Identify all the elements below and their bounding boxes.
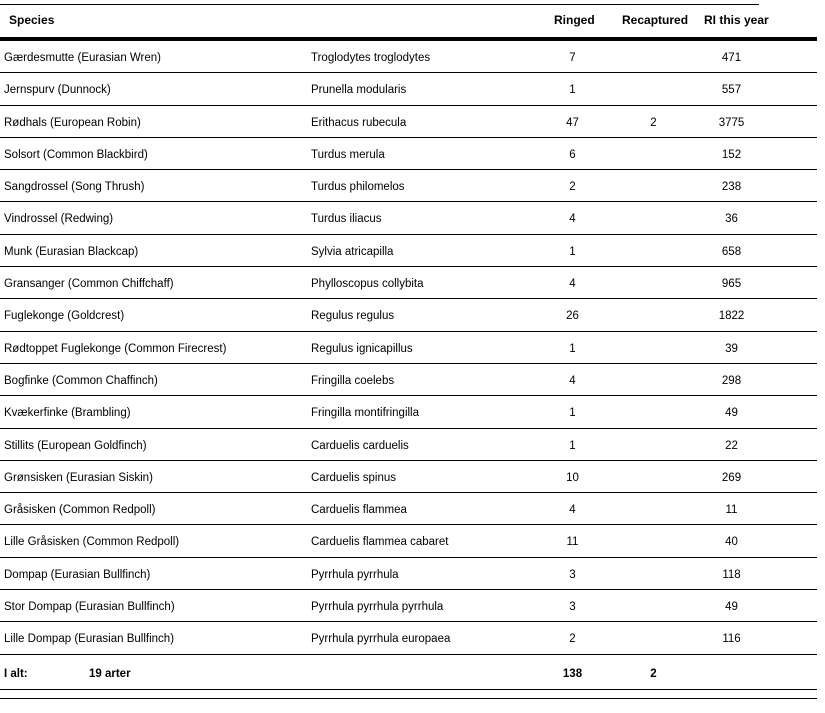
species-name-cell: Rødhals (European Robin) xyxy=(4,116,141,129)
ri-this-year-cell: 658 xyxy=(721,245,742,258)
table-header xyxy=(0,5,817,37)
latin-name-cell: Fringilla coelebs xyxy=(311,374,395,387)
bottom-rule-double xyxy=(0,698,817,699)
latin-name-cell: Sylvia atricapilla xyxy=(311,245,394,258)
ringed-cell: 2 xyxy=(569,633,576,646)
latin-name-cell: Fringilla montifringilla xyxy=(311,407,420,420)
latin-name-cell: Turdus merula xyxy=(311,148,385,161)
species-name-cell: Bogfinke (Common Chaffinch) xyxy=(4,374,158,387)
ringed-cell: 4 xyxy=(569,278,576,291)
ringed-cell: 47 xyxy=(566,116,579,129)
species-name-cell: Stillits (European Goldfinch) xyxy=(4,439,147,452)
table-row xyxy=(0,170,817,202)
ringed-cell: 11 xyxy=(566,536,579,549)
ri-this-year-cell: 3775 xyxy=(718,116,745,129)
total-row xyxy=(0,659,817,689)
ri-this-year-cell: 49 xyxy=(725,407,738,420)
table-row xyxy=(0,525,817,557)
latin-name-cell: Turdus iliacus xyxy=(311,213,382,226)
table-row xyxy=(0,590,817,622)
table-row xyxy=(0,73,817,105)
ringed-cell: 10 xyxy=(566,471,579,484)
ringed-cell: 4 xyxy=(569,374,576,387)
species-name-cell: Fuglekonge (Goldcrest) xyxy=(4,310,125,323)
latin-name-cell: Phylloscopus collybita xyxy=(311,278,424,291)
table-row xyxy=(0,138,817,170)
latin-name-cell: Troglodytes troglodytes xyxy=(311,52,431,64)
ri-this-year-cell: 116 xyxy=(722,633,741,646)
latin-name-cell: Turdus philomelos xyxy=(311,181,405,194)
latin-name-cell: Prunella modularis xyxy=(311,84,407,97)
species-name-cell: Stor Dompap (Eurasian Bullfinch) xyxy=(4,601,175,614)
ri-this-year-cell: 238 xyxy=(721,181,742,194)
ringed-cell: 1 xyxy=(569,245,576,258)
species-name-cell: Gransanger (Common Chiffchaff) xyxy=(4,278,174,291)
latin-name-cell: Erithacus rubecula xyxy=(311,116,407,129)
recaptured-cell: 2 xyxy=(650,116,657,129)
header-ringed: Ringed xyxy=(554,13,595,27)
ringed-cell: 1 xyxy=(569,407,576,420)
table-body xyxy=(0,41,817,655)
table-row xyxy=(0,202,817,234)
ringed-cell: 2 xyxy=(569,181,576,194)
ringed-cell: 1 xyxy=(569,439,576,452)
latin-name-cell: Pyrrhula pyrrhula xyxy=(311,568,399,581)
header-species: Species xyxy=(9,13,55,27)
ringed-cell: 1 xyxy=(569,342,576,355)
ri-this-year-cell: 152 xyxy=(721,148,742,161)
latin-name-cell: Pyrrhula pyrrhula europaea xyxy=(311,633,451,646)
ri-this-year-cell: 36 xyxy=(725,213,738,226)
ri-this-year-cell: 49 xyxy=(725,601,738,614)
ri-this-year-cell: 11 xyxy=(725,504,738,517)
ringed-cell: 7 xyxy=(569,52,576,64)
ringed-cell: 4 xyxy=(569,213,576,226)
table-row xyxy=(0,396,817,428)
total-ringed: 138 xyxy=(562,668,583,680)
table-row xyxy=(0,235,817,267)
table-row xyxy=(0,493,817,525)
latin-name-cell: Carduelis flammea cabaret xyxy=(311,536,449,549)
latin-name-cell: Regulus ignicapillus xyxy=(311,342,413,355)
latin-name-cell: Regulus regulus xyxy=(311,310,395,323)
table-row xyxy=(0,332,817,364)
species-name-cell: Jernspurv (Dunnock) xyxy=(4,84,111,97)
table-row xyxy=(0,622,817,654)
species-name-cell: Munk (Eurasian Blackcap) xyxy=(4,245,139,258)
species-name-cell: Solsort (Common Blackbird) xyxy=(4,148,148,161)
latin-name-cell: Pyrrhula pyrrhula pyrrhula xyxy=(311,601,444,614)
ri-this-year-cell: 1822 xyxy=(718,310,745,323)
ringed-cell: 1 xyxy=(569,84,576,97)
ri-this-year-cell: 298 xyxy=(721,374,742,387)
header-ri-this-year: RI this year xyxy=(704,13,769,27)
ringed-cell: 3 xyxy=(569,601,576,614)
species-name-cell: Dompap (Eurasian Bullfinch) xyxy=(4,568,151,581)
total-label: I alt: xyxy=(4,668,28,680)
total-species-count: 19 arter xyxy=(89,668,131,680)
table-row xyxy=(0,461,817,493)
species-name-cell: Lille Gråsisken (Common Redpoll) xyxy=(4,536,180,549)
header-recaptured: Recaptured xyxy=(622,13,689,27)
table-row xyxy=(0,41,817,73)
ri-this-year-cell: 22 xyxy=(725,439,738,452)
latin-name-cell: Carduelis carduelis xyxy=(311,439,409,452)
ri-this-year-cell: 965 xyxy=(721,278,742,291)
ri-this-year-cell: 557 xyxy=(721,84,742,97)
ringed-cell: 4 xyxy=(569,504,576,517)
ringed-cell: 26 xyxy=(566,310,579,323)
ri-this-year-cell: 40 xyxy=(725,536,738,549)
table-row xyxy=(0,364,817,396)
species-name-cell: Kvækerfinke (Brambling) xyxy=(4,407,131,420)
species-name-cell: Lille Dompap (Eurasian Bullfinch) xyxy=(4,633,175,646)
ringed-cell: 6 xyxy=(569,148,576,161)
species-name-cell: Rødtoppet Fuglekonge (Common Firecrest) xyxy=(4,342,227,355)
ringed-cell: 3 xyxy=(569,568,576,581)
table-row xyxy=(0,558,817,590)
latin-name-cell: Carduelis flammea xyxy=(311,504,407,517)
ri-this-year-cell: 118 xyxy=(722,568,741,581)
latin-name-cell: Carduelis spinus xyxy=(311,471,397,484)
species-name-cell: Grønsisken (Eurasian Siskin) xyxy=(4,471,153,484)
table-row xyxy=(0,299,817,331)
bottom-rule xyxy=(0,689,817,690)
species-name-cell: Gråsisken (Common Redpoll) xyxy=(4,504,156,517)
species-name-cell: Gærdesmutte (Eurasian Wren) xyxy=(4,52,162,64)
ri-this-year-cell: 39 xyxy=(725,342,738,355)
species-name-cell: Sangdrossel (Song Thrush) xyxy=(4,181,145,194)
ri-this-year-cell: 269 xyxy=(721,471,742,484)
total-recaptured: 2 xyxy=(650,668,657,680)
table-row xyxy=(0,429,817,461)
ri-this-year-cell: 471 xyxy=(721,52,742,64)
table-row xyxy=(0,267,817,299)
species-name-cell: Vindrossel (Redwing) xyxy=(4,213,114,226)
table-row xyxy=(0,106,817,138)
